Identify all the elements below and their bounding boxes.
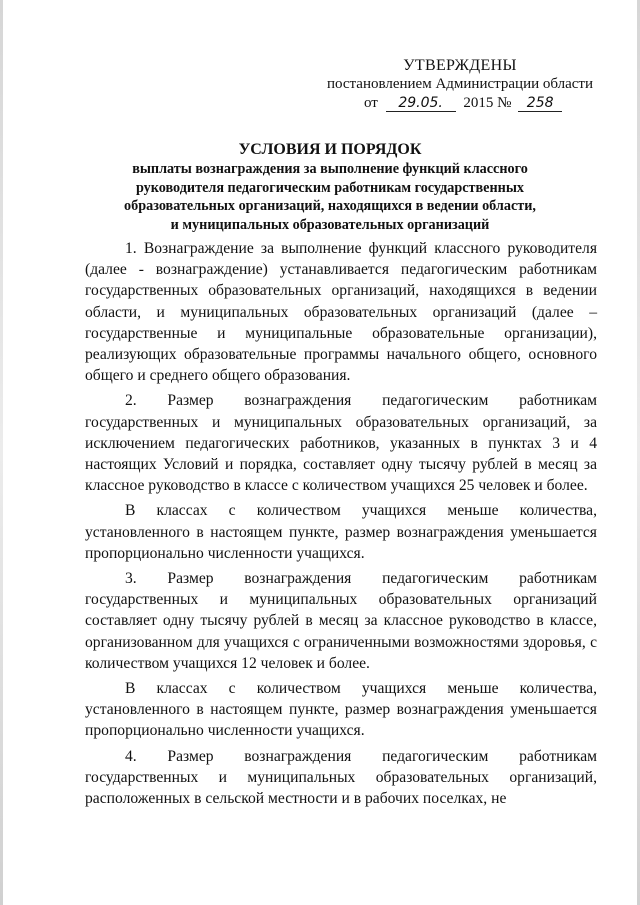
title-subtitle-line-4: и муниципальных образовательных организаций xyxy=(170,216,490,233)
title-main: УСЛОВИЯ И ПОРЯДОК xyxy=(238,141,422,158)
paragraph-3: 3. Размер вознаграждения педагогическим работникам государственных и муниципальных образовательных организаций составляет одну тысячу рублей в месяц за классное руководство в классе, организованном для учащихся с ограниченными возможностями здоровья, с количеством учащихся 12 человек и более. xyxy=(85,570,597,672)
from-label: от xyxy=(364,95,378,111)
handwritten-number: 258 xyxy=(518,96,562,112)
handwritten-date: 29.05. xyxy=(386,96,456,112)
document-body xyxy=(85,238,597,809)
approval-resolution-line: постановлением Администрации области xyxy=(326,76,594,92)
paragraph-2: 2. Размер вознаграждения педагогическим работникам государственных и муниципальных образовательных организаций, за исключением педагогических работников, указанных в пунктах 3 и 4 настоящих Условий и порядка, составляет одну тысячу рублей в месяц за классное руководство в классе с количеством учащихся 25 человек и более. xyxy=(85,392,597,495)
paragraph-1: 1. Вознаграждение за выполнение функций классного руководителя (далее - вознаграждение) устанавливается педагогическим работникам государственных образовательных организаций, находящихся в ведении области, и муниципальных образовательных организаций (далее – государственные и муниципальные образовательные организации), реализующих образовательные программы начального общего, основного общего и среднего общего образования. xyxy=(85,240,597,385)
paragraph-3-note: В классах с количеством учащихся меньше количества, установленного в настоящем пункте, размер вознаграждения уменьшается пропорционально численности учащихся. xyxy=(85,680,597,740)
paragraph-2-note: В классах с количеством учащихся меньше количества, установленного в настоящем пункте, размер вознаграждения уменьшается пропорционально численности учащихся. xyxy=(85,502,597,562)
title-subtitle-line-2: руководителя педагогическим работникам государственных xyxy=(135,179,525,196)
year-label: 2015 № xyxy=(463,95,512,111)
page-left-edge xyxy=(0,0,3,905)
title-subtitle-line-1: выплаты вознаграждения за выполнение функций классного xyxy=(132,161,528,177)
paragraph-4: 4. Размер вознаграждения педагогическим работникам государственных и муниципальных образовательных организаций, расположенных в сельской местности и в рабочих поселках, не xyxy=(85,747,597,808)
approval-block xyxy=(320,56,600,112)
approval-date-line xyxy=(320,94,600,112)
approval-heading: УТВЕРЖДЕНЫ xyxy=(403,57,517,74)
title-subtitle-line-3: образовательных организаций, находящихся в ведении области, xyxy=(124,198,536,214)
document-title xyxy=(60,140,600,234)
